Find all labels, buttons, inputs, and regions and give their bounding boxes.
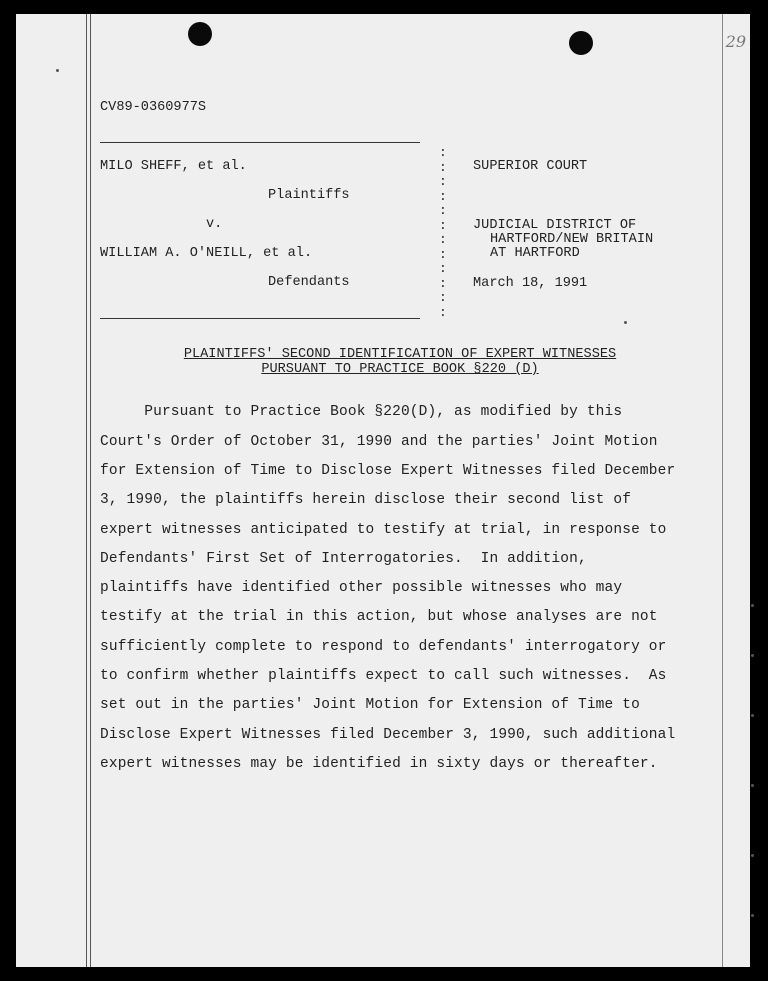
margin-speck	[751, 654, 754, 657]
filing-date: March 18, 1991	[473, 276, 588, 291]
document-page	[16, 14, 750, 967]
caption-bottom-rule	[100, 318, 420, 319]
caption-separator: :	[439, 145, 447, 160]
defendant-name: WILLIAM A. O'NEILL, et al.	[100, 246, 313, 261]
versus: v.	[206, 217, 223, 232]
district-line-2: HARTFORD/NEW BRITAIN	[490, 232, 654, 247]
body-line: Court's Order of October 31, 1990 and the parties' Joint Motion	[100, 434, 658, 450]
caption-separator: :	[439, 305, 447, 320]
body-line: expert witnesses may be identified in sixty days or thereafter.	[100, 756, 658, 772]
caption-separator: :	[439, 174, 447, 189]
margin-speck	[751, 854, 754, 857]
body-line: to confirm whether plaintiffs expect to call such witnesses. As	[100, 668, 667, 684]
district-line-1: JUDICIAL DISTRICT OF	[473, 218, 637, 233]
body-line: set out in the parties' Joint Motion for Extension of Time to	[100, 697, 640, 713]
plaintiff-name: MILO SHEFF, et al.	[100, 159, 247, 174]
margin-speck	[751, 714, 754, 717]
margin-speck	[751, 914, 754, 917]
body-line: Disclose Expert Witnesses filed December 3, 1990, such additional	[100, 727, 676, 743]
margin-speck	[751, 604, 754, 607]
body-line: sufficiently complete to respond to defendants' interrogatory or	[100, 639, 667, 655]
caption-separator: :	[439, 290, 447, 305]
punch-hole-right	[569, 31, 593, 55]
punch-hole-left	[188, 22, 212, 46]
page-mark: 29	[725, 32, 746, 51]
district-line-3: AT HARTFORD	[490, 246, 580, 261]
body-line: expert witnesses anticipated to testify at trial, in response to	[100, 522, 667, 538]
caption-separator: :	[439, 189, 447, 204]
margin-speck	[624, 321, 627, 324]
defendant-role: Defendants	[268, 275, 350, 290]
body-line: for Extension of Time to Disclose Expert Witnesses filed December	[100, 463, 676, 479]
caption-separator: :	[439, 160, 447, 175]
caption-separator: :	[439, 232, 447, 247]
caption-separator: :	[439, 276, 447, 291]
left-margin-rule	[86, 14, 87, 967]
body-line: testify at the trial in this action, but whose analyses are not	[100, 609, 658, 625]
body-line: plaintiffs have identified other possible witnesses who may	[100, 580, 623, 596]
body-line: Pursuant to Practice Book §220(D), as modified by this	[100, 404, 623, 420]
case-number: CV89-0360977S	[100, 100, 207, 115]
margin-speck	[56, 69, 59, 72]
caption-separator: :	[439, 218, 447, 233]
caption-separator: :	[439, 203, 447, 218]
right-margin-rule	[722, 14, 723, 967]
left-margin-rule-inner	[90, 14, 91, 967]
body-line: 3, 1990, the plaintiffs herein disclose their second list of	[100, 492, 632, 508]
court-name: SUPERIOR COURT	[473, 159, 588, 174]
document-title-line-2: PURSUANT TO PRACTICE BOOK §220 (D)	[261, 362, 539, 377]
document-title-line-1: PLAINTIFFS' SECOND IDENTIFICATION OF EXPERT WITNESSES	[183, 347, 617, 362]
caption-top-rule	[100, 142, 420, 143]
plaintiff-role: Plaintiffs	[268, 188, 350, 203]
body-line: Defendants' First Set of Interrogatories. In addition,	[100, 551, 587, 567]
margin-speck	[751, 784, 754, 787]
caption-separator: :	[439, 261, 447, 276]
caption-separator: :	[439, 247, 447, 262]
